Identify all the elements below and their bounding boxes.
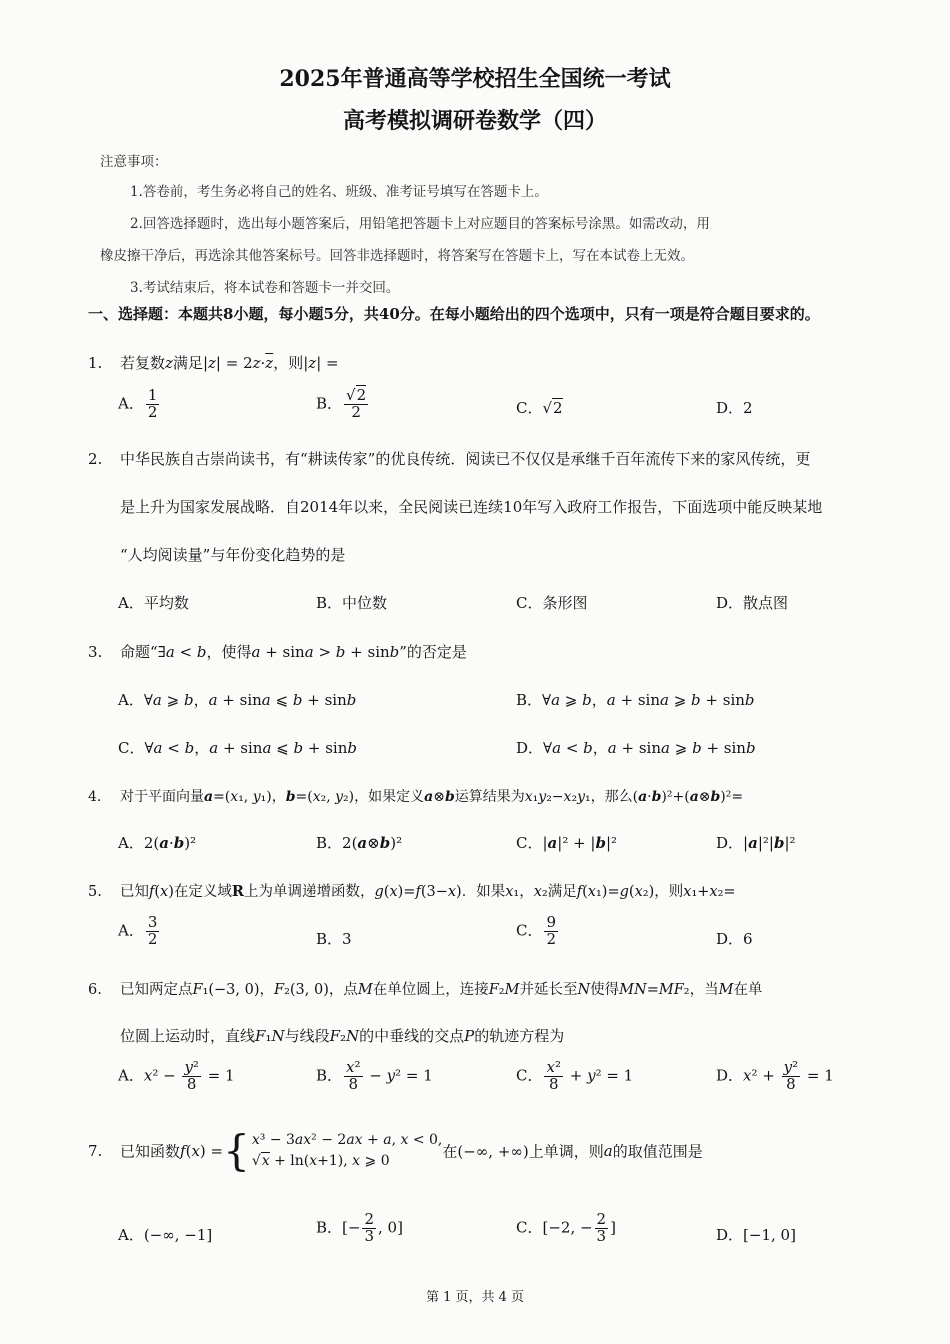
question-4: 4. 对于平面向量a=(x₁, y₁)，b=(x₂, y₂)，如果定义a⊗b运算结果为x₁y₂−x₂y₁，那么(a·b)²+(a⊗b)²= bbox=[88, 789, 744, 805]
q5-option-b[interactable]: B．3 bbox=[316, 930, 352, 948]
question-3: 3. 命题“∃a < b，使得a + sina > b + sinb”的否定是 bbox=[88, 643, 467, 661]
question-2-line-2: 是上升为国家发展战略．自2014年以来，全民阅读已连续10年写入政府工作报告，下面选项中能反映某地 bbox=[120, 498, 823, 516]
q6-option-c[interactable]: C． $\frac{\text{x²}}{8}$ + y² = 1 bbox=[516, 1058, 634, 1093]
question-5: 5. 已知f(x)在定义域R上为单调递增函数，g(x)=f(3−x)．如果x₁，x₂满足f(x₁)=g(x₂)，则x₁+x₂= bbox=[88, 883, 736, 900]
q2-option-a[interactable]: A．平均数 bbox=[118, 594, 189, 612]
q5-option-c[interactable]: C． $\frac{9}{2}$ bbox=[516, 913, 557, 948]
q3-option-d[interactable]: D．∀a < b，a + sina ⩾ b + sinb bbox=[516, 739, 756, 757]
q1-option-c[interactable]: C．√2 bbox=[516, 399, 563, 417]
question-2-line-3: “人均阅读量”与年份变化趋势的是 bbox=[120, 546, 346, 564]
exam-title: 2025年普通高等学校招生全国统一考试 bbox=[279, 66, 671, 92]
question-6-line-2: 位圆上运动时，直线F₁N与线段F₂N的中垂线的交点P的轨迹方程为 bbox=[120, 1027, 565, 1045]
question-1: 1. 若复数z满足$|z| = 2z\cdot\overline{z}$，则|z| = bbox=[88, 354, 339, 372]
q6-option-d[interactable]: D．x² + $\frac{\text{y²}}{8}$ = 1 bbox=[716, 1058, 834, 1093]
q4-option-c[interactable]: C．|a|² + |b|² bbox=[516, 834, 618, 852]
q2-option-c[interactable]: C．条形图 bbox=[516, 594, 588, 612]
q7-option-d[interactable]: D．[−1, 0] bbox=[716, 1226, 796, 1244]
notice-heading: 注意事项： bbox=[100, 154, 168, 170]
q7-option-a[interactable]: A．(−∞, −1] bbox=[118, 1226, 213, 1244]
notice-item-1: 1.答卷前，考生务必将自己的姓名、班级、准考证号填写在答题卡上。 bbox=[130, 184, 548, 200]
exam-subtitle: 高考模拟调研卷数学（四） bbox=[342, 108, 607, 134]
q2-option-b[interactable]: B．中位数 bbox=[316, 594, 388, 612]
q6-option-a[interactable]: A．x² − $\frac{\text{y²}}{8}$ = 1 bbox=[118, 1058, 235, 1093]
question-2: 2. 中华民族自古崇尚读书，有“耕读传家”的优良传统．阅读已不仅仅是承继千百年流传下来的家风传统，更 bbox=[88, 450, 811, 468]
q6-option-b[interactable]: B． $\frac{\text{x²}}{8}$ − y² = 1 bbox=[316, 1058, 433, 1093]
question-7: 7. 已知函数f(x) = { x³ − 3ax² − 2ax + a, x < 0, √x + ln(x+1), x ⩾ 0 在(−∞, +∞)上单调，则a的取值范围是 bbox=[88, 1126, 703, 1175]
q5-option-d[interactable]: D．6 bbox=[716, 930, 753, 948]
q1-option-a[interactable]: A． $\frac{1}{2}$ bbox=[118, 386, 158, 421]
q4-option-b[interactable]: B．2(a⊗b)² bbox=[316, 834, 403, 852]
page-footer: 第 1 页，共 4 页 bbox=[425, 1290, 525, 1305]
q4-option-a[interactable]: A．2(a·b)² bbox=[118, 834, 197, 852]
q2-option-d[interactable]: D．散点图 bbox=[716, 594, 789, 612]
notice-item-3: 3.考试结束后，将本试卷和答题卡一并交回。 bbox=[130, 280, 400, 296]
q7-option-c[interactable]: C．[−2, − $\frac{2}{3}$ ] bbox=[516, 1210, 616, 1245]
section-heading: 一、选择题：本题共8小题，每小题5分，共40分。在每小题给出的四个选项中，只有一项是符合题目要求的。 bbox=[88, 305, 820, 323]
q3-option-a[interactable]: A．∀a ⩾ b，a + sina ⩽ b + sinb bbox=[118, 691, 357, 709]
q3-option-b[interactable]: B．∀a ⩾ b，a + sina ⩾ b + sinb bbox=[516, 691, 755, 709]
q1-option-b[interactable]: B． $\frac{√2}{2}$ bbox=[316, 386, 367, 421]
notice-item-2b: 橡皮擦干净后，再选涂其他答案标号。回答非选择题时，将答案写在答题卡上，写在本试卷上无效。 bbox=[100, 248, 694, 264]
q1-option-d[interactable]: D．2 bbox=[716, 399, 753, 417]
q7-option-b[interactable]: B．[− $\frac{2}{3}$ , 0] bbox=[316, 1210, 403, 1245]
notice-item-2a: 2.回答选择题时，选出每小题答案后，用铅笔把答题卡上对应题目的答案标号涂黑。如需改动，用 bbox=[130, 216, 710, 232]
q4-option-d[interactable]: D．|a|²|b|² bbox=[716, 834, 796, 852]
q3-option-c[interactable]: C．∀a < b，a + sina ⩽ b + sinb bbox=[118, 739, 357, 757]
question-6: 6. 已知两定点F₁(−3, 0)，F₂(3, 0)，点M在单位圆上，连接F₂M并延长至N使得MN=MF₂，当M在单 bbox=[88, 982, 763, 998]
q5-option-a[interactable]: A． $\frac{3}{2}$ bbox=[118, 913, 158, 948]
